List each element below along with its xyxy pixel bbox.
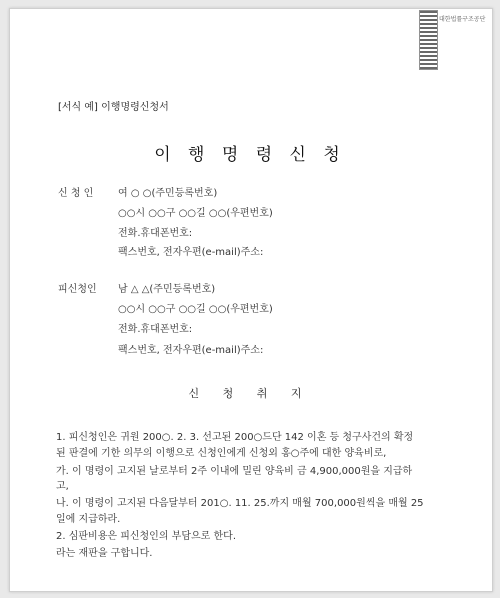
body-line: 가. 이 명령이 고지된 날로부터 2주 이내에 밀린 양육비 금 4,900,000원을 지급하 [56, 466, 413, 477]
respondent-line: 팩스번호, 전자우편(e-mail)주소: [118, 345, 264, 356]
body-line: 나. 이 명령이 고지된 다음달부터 201○. 11. 25.까지 매월 700,000원씩을 매월 25 [56, 498, 424, 509]
applicant-role: 신 청 인 [58, 188, 94, 199]
body-line: 라는 재판을 구합니다. [56, 548, 153, 559]
barcode-icon [419, 10, 438, 70]
applicant-line: 전화.휴대폰번호: [118, 228, 193, 239]
body-line: 1. 피신청인은 귀원 200○. 2. 3. 선고된 200○드단 142 이혼 등 청구사건의 확정 [56, 432, 414, 443]
form-label: [서식 예] 이행명령신청서 [58, 102, 169, 113]
respondent-line: 남 △ △(주민등록번호) [118, 284, 216, 295]
section-title: 신 청 취 지 [188, 387, 312, 400]
body-line: 된 판결에 기한 의무의 이행으로 신청인에게 신청외 홍○주에 대한 양육비로, [56, 448, 387, 459]
body-line: 일에 지급하라. [56, 514, 121, 525]
agency-stamp [419, 10, 486, 68]
applicant-line: 여 ○ ○(주민등록번호) [118, 188, 218, 199]
respondent-role: 피신청인 [58, 284, 97, 295]
applicant-line: 팩스번호, 전자우편(e-mail)주소: [118, 247, 264, 258]
respondent-line: 전화.휴대폰번호: [118, 324, 193, 335]
respondent-line: ○○시 ○○구 ○○길 ○○(우편번호) [118, 304, 273, 315]
stamp-text: 대한법률구조공단 [439, 16, 486, 23]
applicant-line: ○○시 ○○구 ○○길 ○○(우편번호) [118, 208, 273, 219]
document-title: 이 행 명 령 신 청 [154, 145, 346, 165]
body-line: 2. 심판비용은 피신청인의 부담으로 한다. [56, 531, 236, 542]
body-line: 고, [56, 481, 69, 492]
